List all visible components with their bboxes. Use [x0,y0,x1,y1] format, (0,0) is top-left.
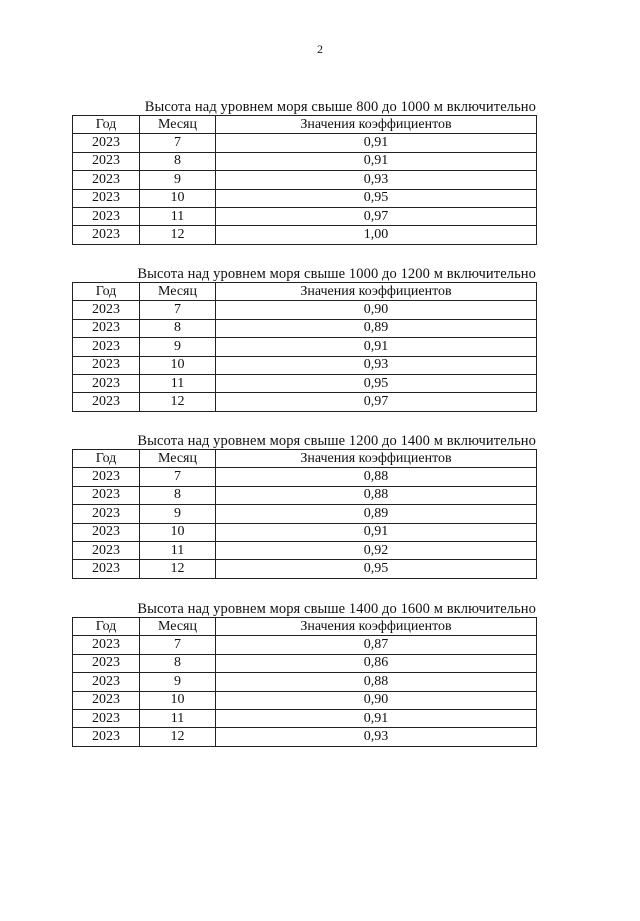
table-row [73,152,537,170]
cell-month: 7 [140,636,216,654]
cell-year: 2023 [73,486,140,504]
header-month: Месяц [140,116,216,134]
cell-year: 2023 [73,654,140,672]
table-caption: Высота над уровнем моря свыше 800 до 1000 м включительно [144,99,536,115]
cell-coefficient: 0,91 [216,338,537,356]
cell-coefficient: 1,00 [216,226,537,244]
cell-coefficient: 0,93 [216,356,537,374]
cell-coefficient: 0,93 [216,171,537,189]
cell-coefficient: 0,90 [216,691,537,709]
cell-coefficient: 0,95 [216,189,537,207]
cell-coefficient: 0,91 [216,152,537,170]
cell-month: 8 [140,654,216,672]
page-number: 2 [317,42,323,56]
table-header-row [73,450,537,468]
table-row [73,541,537,559]
cell-month: 9 [140,505,216,523]
cell-year: 2023 [73,171,140,189]
table-row [73,356,537,374]
table-row [73,709,537,727]
table-header-row [73,283,537,301]
cell-year: 2023 [73,338,140,356]
table-row [73,338,537,356]
cell-year: 2023 [73,560,140,578]
cell-coefficient: 0,91 [216,709,537,727]
cell-month: 8 [140,152,216,170]
cell-year: 2023 [73,189,140,207]
table-row [73,691,537,709]
cell-year: 2023 [73,673,140,691]
table-row [73,728,537,746]
cell-coefficient: 0,88 [216,486,537,504]
cell-coefficient: 0,88 [216,468,537,486]
cell-year: 2023 [73,728,140,746]
cell-coefficient: 0,93 [216,728,537,746]
cell-month: 11 [140,207,216,225]
cell-month: 10 [140,189,216,207]
cell-month: 8 [140,319,216,337]
cell-year: 2023 [73,468,140,486]
table-caption: Высота над уровнем моря свыше 1400 до 1600 м включительно [137,601,536,617]
header-month: Месяц [140,283,216,301]
table-header-row [73,116,537,134]
coefficient-table [72,617,537,747]
cell-month: 11 [140,374,216,392]
table-row [73,134,537,152]
cell-year: 2023 [73,691,140,709]
cell-month: 12 [140,393,216,411]
cell-year: 2023 [73,301,140,319]
table-row [73,374,537,392]
coefficient-table-block-1000-1200 [72,266,536,412]
table-row [73,560,537,578]
cell-month: 9 [140,338,216,356]
header-year: Год [73,618,140,636]
cell-month: 9 [140,171,216,189]
table-caption: Высота над уровнем моря свыше 1000 до 1200 м включительно [137,266,536,282]
cell-month: 11 [140,541,216,559]
cell-coefficient: 0,87 [216,636,537,654]
cell-coefficient: 0,95 [216,560,537,578]
cell-month: 9 [140,673,216,691]
header-year: Год [73,450,140,468]
cell-month: 12 [140,560,216,578]
cell-month: 12 [140,226,216,244]
table-row [73,171,537,189]
cell-coefficient: 0,88 [216,673,537,691]
cell-month: 8 [140,486,216,504]
header-coefficient: Значения коэффициентов [216,283,537,301]
header-month: Месяц [140,618,216,636]
table-row [73,189,537,207]
cell-coefficient: 0,97 [216,207,537,225]
cell-year: 2023 [73,523,140,541]
header-year: Год [73,116,140,134]
cell-year: 2023 [73,393,140,411]
cell-month: 10 [140,356,216,374]
cell-month: 10 [140,523,216,541]
cell-month: 7 [140,134,216,152]
table-row [73,319,537,337]
cell-coefficient: 0,91 [216,523,537,541]
cell-year: 2023 [73,505,140,523]
cell-coefficient: 0,86 [216,654,537,672]
header-coefficient: Значения коэффициентов [216,618,537,636]
cell-year: 2023 [73,134,140,152]
table-row [73,523,537,541]
table-row [73,468,537,486]
header-coefficient: Значения коэффициентов [216,450,537,468]
table-row [73,654,537,672]
header-coefficient: Значения коэффициентов [216,116,537,134]
cell-year: 2023 [73,541,140,559]
table-row [73,226,537,244]
cell-month: 12 [140,728,216,746]
cell-year: 2023 [73,356,140,374]
cell-coefficient: 0,89 [216,319,537,337]
table-header-row [73,618,537,636]
coefficient-table-block-1400-1600 [72,601,536,747]
coefficient-table [72,282,537,412]
table-caption: Высота над уровнем моря свыше 1200 до 1400 м включительно [137,433,536,449]
table-row [73,301,537,319]
coefficient-table [72,115,537,245]
cell-year: 2023 [73,152,140,170]
cell-year: 2023 [73,709,140,727]
cell-coefficient: 0,95 [216,374,537,392]
table-row [73,673,537,691]
cell-year: 2023 [73,207,140,225]
cell-month: 10 [140,691,216,709]
coefficient-table [72,449,537,579]
header-month: Месяц [140,450,216,468]
header-year: Год [73,283,140,301]
cell-coefficient: 0,97 [216,393,537,411]
cell-month: 7 [140,301,216,319]
cell-coefficient: 0,89 [216,505,537,523]
cell-month: 7 [140,468,216,486]
cell-month: 11 [140,709,216,727]
cell-coefficient: 0,92 [216,541,537,559]
table-row [73,636,537,654]
table-row [73,486,537,504]
table-row [73,207,537,225]
cell-year: 2023 [73,374,140,392]
coefficient-table-block-1200-1400 [72,433,536,579]
table-row [73,393,537,411]
table-row [73,505,537,523]
cell-coefficient: 0,90 [216,301,537,319]
coefficient-table-block-800-1000 [72,99,536,245]
cell-coefficient: 0,91 [216,134,537,152]
cell-year: 2023 [73,226,140,244]
cell-year: 2023 [73,319,140,337]
cell-year: 2023 [73,636,140,654]
